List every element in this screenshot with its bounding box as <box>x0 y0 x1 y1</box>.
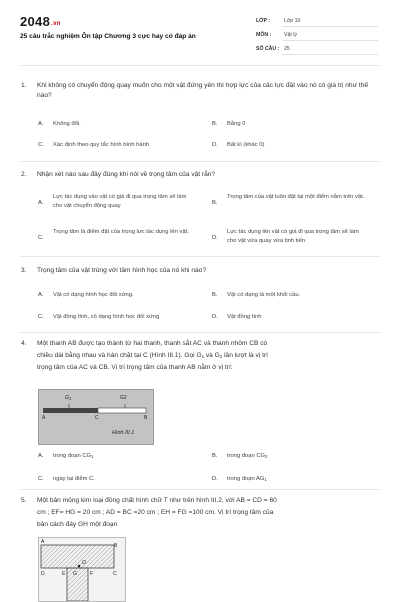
label-g1: G1 <box>65 395 72 401</box>
option-letter: D. <box>212 142 218 148</box>
label-a: A <box>41 539 45 545</box>
option-d[interactable]: Vật đồng tính <box>227 314 262 320</box>
subject-underline <box>282 40 378 41</box>
option-letter: D. <box>212 235 218 241</box>
option-letter: C. <box>38 235 44 241</box>
option-c[interactable]: ngay tại điểm C. <box>53 476 95 482</box>
question-text-line: Một thanh AB được tạo thành từ hai thanh, thanh sắt AC và thanh nhôm CB có <box>37 340 268 347</box>
option-c[interactable]: Vật đồng tính, có dạng hình học đối xứng <box>53 314 160 320</box>
class-underline <box>282 26 378 27</box>
question-number: 4. <box>21 340 27 347</box>
label-b: B <box>144 415 148 421</box>
figure-t-plate <box>38 537 126 602</box>
question-text: Trọng tâm của vật trùng với tâm hình học của nó khi nào? <box>37 267 207 274</box>
question-text-line: bản cách đáy GH một đoạn <box>37 521 118 528</box>
count-value: 25 <box>284 46 290 52</box>
option-c[interactable]: Trọng tâm là điểm đặt của trọng lực tác dụng lên vật. <box>53 229 189 235</box>
label-e: E <box>62 571 66 577</box>
option-letter: A. <box>38 453 44 459</box>
question-divider <box>20 332 380 333</box>
subject-label: MÔN : <box>256 32 272 38</box>
question-text: Khi không có chuyển động quay muốn cho một vật đứng yên thì hợp lực của các lực đặt vào nó có giá trị như thế nào? <box>37 82 368 99</box>
question-text-line: Một bản mỏng kim loại đồng chất hình chữ T như trên hình III.2, với AB = CD = 60 <box>37 497 277 504</box>
option-b[interactable]: Bằng 0 <box>227 121 246 127</box>
option-letter: D. <box>212 314 218 320</box>
option-a[interactable]: trong đoạn $CG_1$ <box>53 453 94 459</box>
brand-suffix: .vn <box>51 21 61 27</box>
option-d[interactable]: Bất kì (khác 0) <box>227 142 265 148</box>
option-a[interactable]: Vật có dạng hình học đối xứng. <box>53 292 134 298</box>
option-letter: B. <box>212 453 218 459</box>
label-o: O <box>82 560 86 566</box>
count-label: SỐ CÂU : <box>256 46 280 52</box>
site-logo[interactable] <box>20 14 61 29</box>
option-letter: A. <box>38 292 44 298</box>
label-c: C <box>113 571 117 577</box>
class-label: LỚP : <box>256 18 271 24</box>
document-title: 25 câu trắc nghiệm Ôn tập Chương 3 cực hay có đáp án <box>20 33 196 40</box>
label-c: C <box>95 415 99 421</box>
question-divider <box>20 161 380 162</box>
brand-name: 2048 <box>20 14 51 29</box>
option-letter: B. <box>212 121 218 127</box>
option-letter: D. <box>212 476 218 482</box>
subject-value: Vật lý <box>284 32 297 38</box>
question-text-line: trọng tâm của AC và CB. Vị trí trọng tâm của thanh AB nằm ở vị trí: <box>37 364 233 371</box>
option-letter: A. <box>38 121 44 127</box>
option-letter: B. <box>212 292 218 298</box>
option-d[interactable]: trong đoạn $AG_1$ <box>227 476 267 482</box>
label-d: D <box>41 571 45 577</box>
option-letter: C. <box>38 314 44 320</box>
option-letter: C. <box>38 142 44 148</box>
question-number: 3. <box>21 267 27 274</box>
option-b[interactable]: Trọng tâm của vật luôn đặt tại một điểm nằm trên vật. <box>227 194 365 200</box>
option-letter: A. <box>38 200 44 206</box>
option-letter: C. <box>38 476 44 482</box>
label-g: G <box>73 571 77 577</box>
option-c[interactable]: Xác định theo quy tắc hình bình hành <box>53 142 150 148</box>
question-number: 2. <box>21 171 27 178</box>
count-underline <box>282 54 378 55</box>
option-a[interactable]: Lực tác dụng vào vật có giá đi qua trọng tâm sẽ làm cho vật chuyển động quay <box>53 194 187 209</box>
figure-caption: Hình III.1 <box>112 430 135 436</box>
header-divider <box>20 65 380 66</box>
label-f: F <box>90 571 94 577</box>
option-a[interactable]: Không đổi. <box>53 121 81 127</box>
question-text-line: cm ; EF= HG = 20 cm ; AD = BC =20 cm ; EH = FG =100 cm. Vị trí trọng tâm của <box>37 509 274 516</box>
class-value: Lớp 10 <box>284 18 301 24</box>
label-g2: G2 <box>120 395 127 401</box>
question-number: 5. <box>21 497 27 504</box>
option-b[interactable]: trong đoạn $CG_2$ <box>227 453 268 459</box>
question-divider <box>20 489 380 490</box>
option-b[interactable]: Vật có dạng là một khối cầu. <box>227 292 301 298</box>
label-a: A <box>42 415 46 421</box>
option-d[interactable]: Lực tác dụng lên vật có giá đi qua trọng tâm sẽ làm cho vật vừa quay vừa tịnh tiến <box>227 229 359 244</box>
question-text-line: chiều dài bằng nhau và hàn chặt tại C (Hình III.1). Gọi $G_1$ và $G_2$ lần lượt là vị trí <box>37 352 268 359</box>
question-number: 1. <box>21 82 27 89</box>
label-b: B <box>114 543 118 549</box>
option-letter: B. <box>212 200 218 206</box>
question-text: Nhận xét nào sau đây đúng khi nói về trọng tâm của vật rắn? <box>37 171 216 178</box>
question-divider <box>20 256 380 257</box>
figure-rod <box>38 389 154 445</box>
